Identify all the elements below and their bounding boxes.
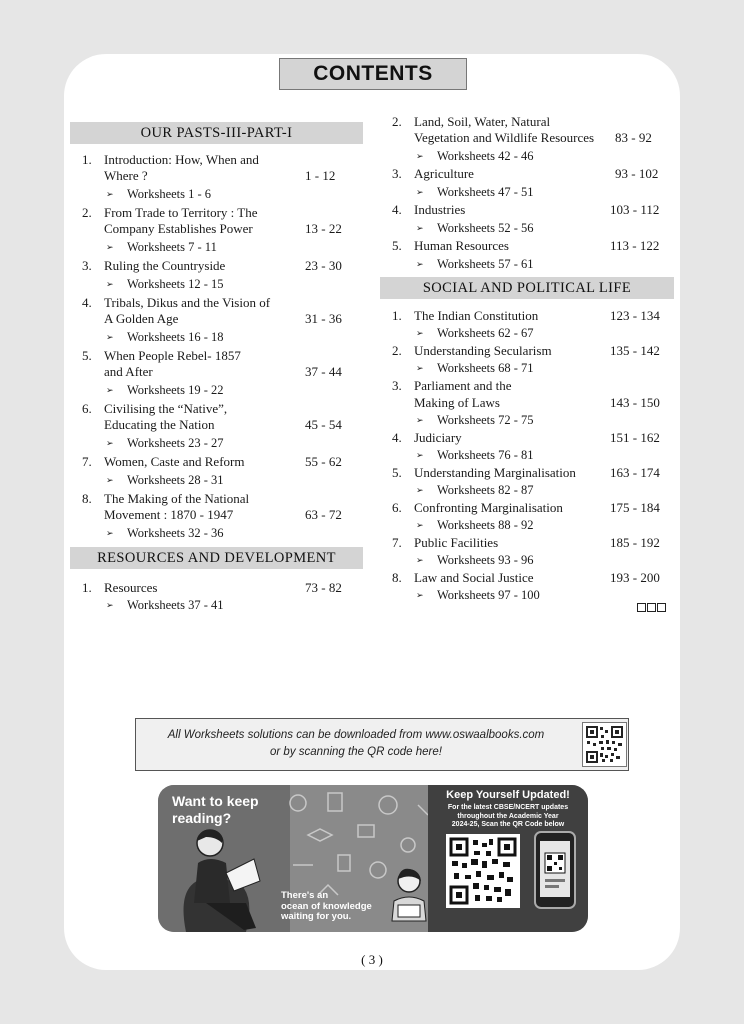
ocean-line-1: There's an xyxy=(281,890,329,901)
entry-number: 1. xyxy=(392,308,402,323)
entry-title-line: Ruling the Countryside xyxy=(104,258,226,273)
entry-number: 6. xyxy=(392,500,402,515)
entry-title-line: Making of Laws xyxy=(414,395,500,410)
section-heading-our-pasts: OUR PASTS-III-PART-I xyxy=(70,122,363,144)
entry-pages: 135 - 142 xyxy=(610,343,660,358)
arrow-bullet-icon: ➢ xyxy=(416,450,424,460)
entry-number: 2. xyxy=(82,205,92,220)
entry-title-line: Judiciary xyxy=(414,430,462,445)
worksheets-link[interactable]: Worksheets 68 - 71 xyxy=(437,361,534,375)
entry-pages: 31 - 36 xyxy=(305,311,342,326)
entry-number: 5. xyxy=(392,238,402,253)
entry-pages: 63 - 72 xyxy=(305,507,342,522)
entry-number: 4. xyxy=(392,430,402,445)
entry-title-line: When People Rebel- 1857 xyxy=(104,348,241,363)
entry-title-line: Human Resources xyxy=(414,238,509,253)
entry-number: 2. xyxy=(392,343,402,358)
want-to-keep-reading xyxy=(172,793,259,827)
worksheets-link[interactable]: Worksheets 1 - 6 xyxy=(127,187,212,201)
entry-number: 7. xyxy=(392,535,402,550)
worksheets-link[interactable]: Worksheets 62 - 67 xyxy=(437,326,534,340)
end-marker-icon xyxy=(637,603,666,612)
arrow-bullet-icon: ➢ xyxy=(416,520,424,530)
entry-title-line: Resources xyxy=(104,580,158,595)
worksheets-link[interactable]: Worksheets 37 - 41 xyxy=(127,598,224,612)
entry-number: 4. xyxy=(392,202,402,217)
entry-pages: 1 - 12 xyxy=(305,168,336,183)
entry-title-line: Introduction: How, When and xyxy=(104,152,259,167)
worksheets-link[interactable]: Worksheets 97 - 100 xyxy=(437,588,540,602)
entry-title-line: Parliament and the xyxy=(414,378,512,393)
entry-number: 4. xyxy=(82,295,92,310)
worksheets-link[interactable]: Worksheets 12 - 15 xyxy=(127,277,224,291)
entry-number: 3. xyxy=(392,166,402,181)
entry-pages: 143 - 150 xyxy=(610,395,660,410)
contents-title: CONTENTS xyxy=(313,62,433,85)
section-heading-social: SOCIAL AND POLITICAL LIFE xyxy=(380,277,674,299)
entry-pages: 83 - 92 xyxy=(615,130,652,145)
arrow-bullet-icon: ➢ xyxy=(416,485,424,495)
worksheets-link[interactable]: Worksheets 82 - 87 xyxy=(437,483,534,497)
worksheets-link[interactable]: Worksheets 16 - 18 xyxy=(127,330,224,344)
entry-pages: 37 - 44 xyxy=(305,364,342,379)
phone-scan-icon xyxy=(534,831,576,909)
entry-title-line: Where ? xyxy=(104,168,148,183)
entry-title-line: Confronting Marginalisation xyxy=(414,500,563,515)
entry-pages: 175 - 184 xyxy=(610,500,660,515)
entry-number: 2. xyxy=(392,114,402,129)
arrow-bullet-icon: ➢ xyxy=(416,187,424,197)
entry-title-line: The Indian Constitution xyxy=(414,308,539,323)
section-heading-resources: RESOURCES AND DEVELOPMENT xyxy=(70,547,363,569)
qr-code-icon xyxy=(582,722,627,767)
entry-title-line: Industries xyxy=(414,202,466,217)
entry-title-line: Land, Soil, Water, Natural xyxy=(414,114,551,129)
entry-title-line: Understanding Secularism xyxy=(414,343,552,358)
arrow-bullet-icon: ➢ xyxy=(106,528,114,538)
entry-title-line: Agriculture xyxy=(414,166,474,181)
entry-number: 1. xyxy=(82,580,92,595)
entry-title-line: Company Establishes Power xyxy=(104,221,253,236)
worksheets-link[interactable]: Worksheets 52 - 56 xyxy=(437,221,534,235)
entry-title-line: Public Facilities xyxy=(414,535,499,550)
ocean-line-2: ocean of knowledge xyxy=(281,900,372,912)
entry-title-line: Vegetation and Wildlife Resources xyxy=(414,130,595,145)
entry-pages: 73 - 82 xyxy=(305,580,342,595)
worksheets-link[interactable]: Worksheets 93 - 96 xyxy=(437,553,534,567)
entry-pages: 55 - 62 xyxy=(305,454,342,469)
entry-number: 5. xyxy=(82,348,92,363)
reader-illustration-icon xyxy=(176,823,276,932)
note-text xyxy=(136,727,576,761)
entry-title-line: From Trade to Territory : The xyxy=(104,205,258,220)
latest-line-3: 2024-25, Scan the QR Code below xyxy=(451,821,565,828)
arrow-bullet-icon: ➢ xyxy=(416,223,424,233)
promo-banner[interactable] xyxy=(158,785,588,932)
entry-title-line: The Making of the National xyxy=(104,491,250,506)
want-line-2: reading? xyxy=(172,810,232,826)
entry-pages: 13 - 22 xyxy=(305,221,342,236)
arrow-bullet-icon: ➢ xyxy=(106,332,114,342)
keep-yourself-updated: Keep Yourself Updated! xyxy=(446,789,570,801)
worksheets-link[interactable]: Worksheets 57 - 61 xyxy=(437,257,534,271)
arrow-bullet-icon: ➢ xyxy=(416,415,424,425)
ocean-of-knowledge-text xyxy=(281,891,372,923)
latest-updates-text xyxy=(428,804,588,830)
entry-pages: 123 - 134 xyxy=(610,308,660,323)
entry-pages: 151 - 162 xyxy=(610,430,660,445)
entry-pages: 93 - 102 xyxy=(615,166,659,181)
contents-title-box xyxy=(279,58,467,90)
arrow-bullet-icon: ➢ xyxy=(106,475,114,485)
entry-title-line: Law and Social Justice xyxy=(414,570,534,585)
arrow-bullet-icon: ➢ xyxy=(106,600,114,610)
note-line-1: All Worksheets solutions can be downloaded from www.oswaalbooks.com xyxy=(167,729,545,741)
arrow-bullet-icon: ➢ xyxy=(416,555,424,565)
entry-number: 5. xyxy=(392,465,402,480)
worksheets-link[interactable]: Worksheets 72 - 75 xyxy=(437,413,534,427)
entry-pages: 193 - 200 xyxy=(610,570,660,585)
entry-number: 6. xyxy=(82,401,92,416)
entry-title-line: Women, Caste and Reform xyxy=(104,454,245,469)
entry-title-line: Civilising the “Native”, xyxy=(104,401,228,416)
arrow-bullet-icon: ➢ xyxy=(106,189,114,199)
child-reading-icon xyxy=(386,867,432,929)
arrow-bullet-icon: ➢ xyxy=(416,328,424,338)
worksheet-note-box xyxy=(135,718,629,771)
note-line-2: or by scanning the QR code here! xyxy=(270,746,442,758)
ocean-line-3: waiting for you. xyxy=(281,911,352,922)
worksheets-link[interactable]: Worksheets 88 - 92 xyxy=(437,518,534,532)
arrow-bullet-icon: ➢ xyxy=(416,151,424,161)
arrow-bullet-icon: ➢ xyxy=(106,279,114,289)
entry-pages: 185 - 192 xyxy=(610,535,660,550)
entry-pages: 113 - 122 xyxy=(610,238,660,253)
entry-number: 1. xyxy=(82,152,92,167)
arrow-bullet-icon: ➢ xyxy=(106,385,114,395)
entry-number: 3. xyxy=(82,258,92,273)
worksheets-link[interactable]: Worksheets 28 - 31 xyxy=(127,473,224,487)
arrow-bullet-icon: ➢ xyxy=(416,363,424,373)
banner-qr-code-icon[interactable] xyxy=(446,834,520,908)
entry-title-line: and After xyxy=(104,364,153,379)
entry-title-line: Educating the Nation xyxy=(104,417,215,432)
entry-pages: 103 - 112 xyxy=(610,202,660,217)
latest-line-2: throughout the Academic Year xyxy=(457,812,559,820)
arrow-bullet-icon: ➢ xyxy=(106,438,114,448)
entry-title-line: Tribals, Dikus and the Vision of xyxy=(104,295,271,310)
arrow-bullet-icon: ➢ xyxy=(106,242,114,252)
want-line-1: Want to keep xyxy=(172,793,259,809)
worksheets-link[interactable]: Worksheets 32 - 36 xyxy=(127,526,224,540)
entry-number: 8. xyxy=(392,570,402,585)
entry-pages: 45 - 54 xyxy=(305,417,342,432)
worksheets-link[interactable]: Worksheets 47 - 51 xyxy=(437,185,534,199)
page-number: ( 3 ) xyxy=(361,952,383,967)
entry-number: 8. xyxy=(82,491,92,506)
worksheets-link[interactable]: Worksheets 7 - 11 xyxy=(127,240,217,254)
latest-line-1: For the latest CBSE/NCERT updates xyxy=(447,804,569,811)
entry-number: 7. xyxy=(82,454,92,469)
arrow-bullet-icon: ➢ xyxy=(416,259,424,269)
entry-title-line: Movement : 1870 - 1947 xyxy=(104,507,234,522)
worksheets-link[interactable]: Worksheets 42 - 46 xyxy=(437,149,534,163)
entry-pages: 163 - 174 xyxy=(610,465,660,480)
entry-pages: 23 - 30 xyxy=(305,258,342,273)
entry-title-line: A Golden Age xyxy=(104,311,179,326)
entry-title-line: Understanding Marginalisation xyxy=(414,465,576,480)
entry-number: 3. xyxy=(392,378,402,393)
worksheets-link[interactable]: Worksheets 19 - 22 xyxy=(127,383,224,397)
arrow-bullet-icon: ➢ xyxy=(416,590,424,600)
worksheets-link[interactable]: Worksheets 23 - 27 xyxy=(127,436,224,450)
worksheets-link[interactable]: Worksheets 76 - 81 xyxy=(437,448,534,462)
